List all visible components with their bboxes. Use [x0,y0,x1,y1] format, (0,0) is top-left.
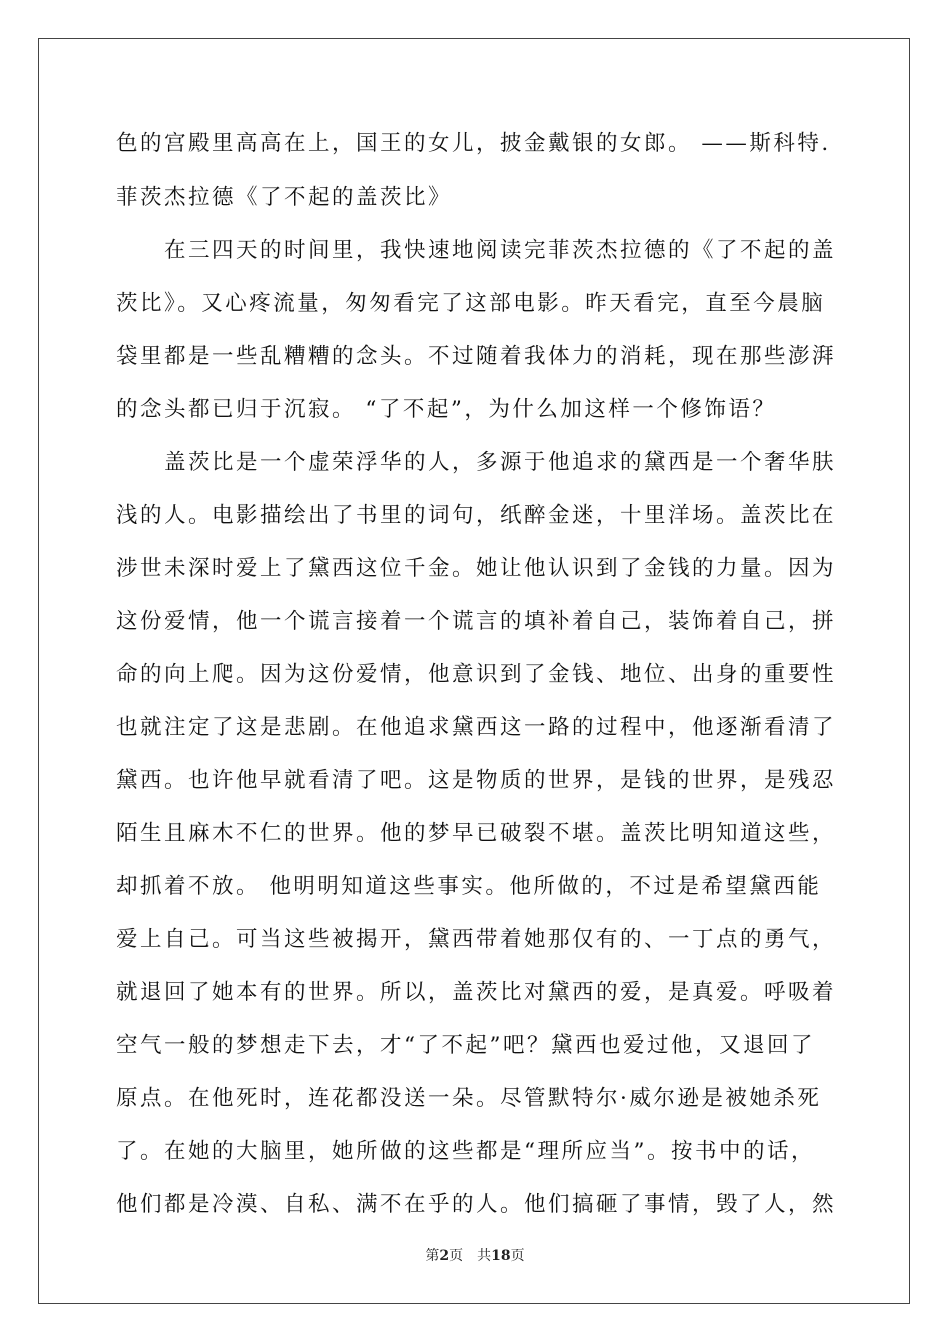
text-line: 的念头都已归于沉寂。 “了不起”，为什么加这样一个修饰语？ [116,397,777,422]
text-line: 爱上自己。可当这些被揭开，黛西带着她那仅有的、一丁点的勇气， [116,927,837,952]
text-line: 盖茨比是一个虚荣浮华的人，多源于他追求的黛西是一个奢华肤 [116,450,837,475]
text-line: 却抓着不放。 他明明知道这些事实。他所做的，不过是希望黛西能 [116,874,822,899]
text-line: 也就注定了这是悲剧。在他追求黛西这一路的过程中，他逐渐看清了 [116,715,837,740]
text-line: 浅的人。电影描绘出了书里的词句，纸醉金迷，十里洋场。盖茨比在 [116,503,837,528]
text-line: 就退回了她本有的世界。所以，盖茨比对黛西的爱，是真爱。呼吸着 [116,980,837,1005]
page-total: 共18页 [477,1248,525,1264]
text-line: 在三四天的时间里，我快速地阅读完菲茨杰拉德的《了不起的盖 [116,238,837,263]
text-line: 黛西。也许他早就看清了吧。这是物质的世界，是钱的世界，是残忍 [116,768,837,793]
page-footer [0,1246,950,1266]
text-line: 命的向上爬。因为这份爱情，他意识到了金钱、地位、出身的重要性 [116,662,837,687]
text-line: 涉世未深时爱上了黛西这位千金。她让他认识到了金钱的力量。因为 [116,556,837,581]
text-line: 这份爱情，他一个谎言接着一个谎言的填补着自己，装饰着自己，拼 [116,609,837,634]
text-line: 陌生且麻木不仁的世界。他的梦早已破裂不堪。盖茨比明知道这些， [116,821,837,846]
text-line: 色的宫殿里高高在上，国王的女儿，披金戴银的女郎。 ——斯科特. [116,131,831,156]
text-line: 袋里都是一些乱糟糟的念头。不过随着我体力的消耗，现在那些澎湃 [116,344,837,369]
text-line: 茨比》。又心疼流量，匆匆看完了这部电影。昨天看完，直至今晨脑 [116,291,826,316]
text-line: 了。在她的大脑里，她所做的这些都是“理所应当”。按书中的话， [116,1139,815,1164]
text-line: 菲茨杰拉德《了不起的盖茨比》 [116,185,453,210]
text-line: 他们都是冷漠、自私、满不在乎的人。他们搞砸了事情，毁了人，然 [116,1192,837,1217]
text-line: 原点。在他死时，连花都没送一朵。尽管默特尔·威尔逊是被她杀死 [116,1086,822,1111]
text-line: 空气一般的梦想走下去，才“了不起”吧？黛西也爱过他，又退回了 [116,1033,815,1058]
page-number: 第2页 [425,1248,464,1264]
